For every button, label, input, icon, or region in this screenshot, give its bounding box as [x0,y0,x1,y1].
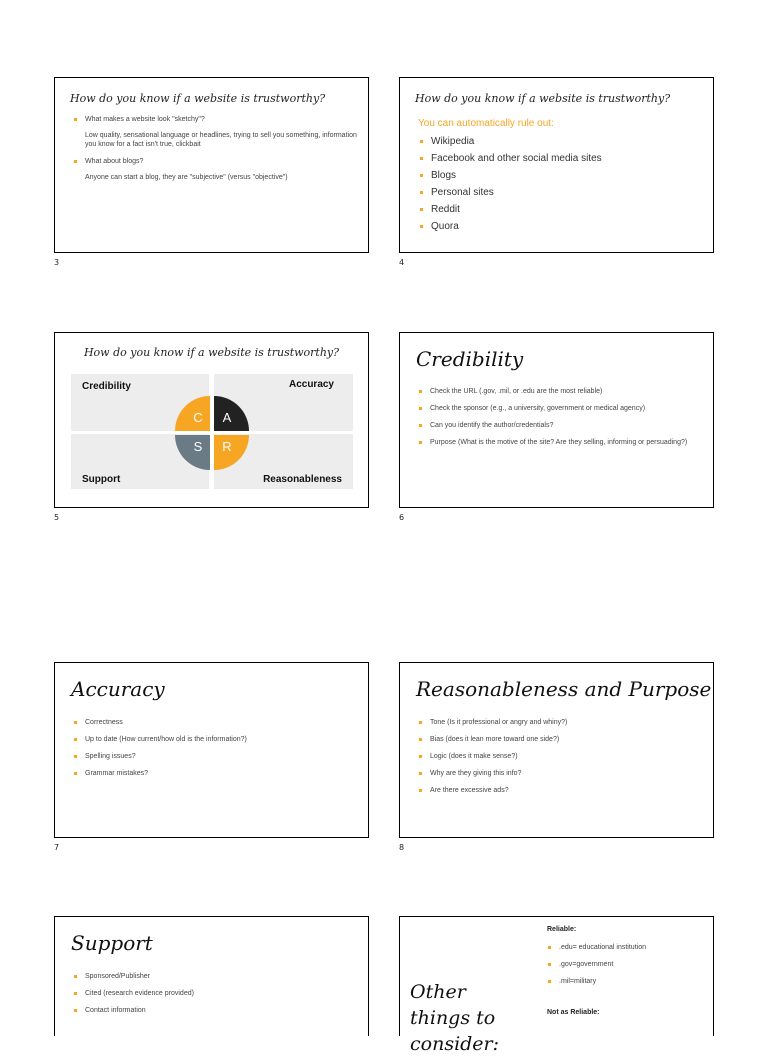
slide-9-list [71,968,361,1019]
list-item: Check the sponsor (e.g., a university, government or medical agency) [416,400,691,417]
slide-number: 5 [54,513,60,522]
list-item: Cited (research evidence provided) [71,985,361,1002]
a-letter: A [222,410,232,425]
list-item: Can you identify the author/credentials? [416,417,691,434]
slide-3-list-2 [71,153,361,170]
s-letter: S [193,439,203,454]
list-item: Blogs [417,167,707,184]
reliable-label: Reliable: [547,926,577,933]
slide-title: Accuracy [71,677,165,701]
slide-8 [399,662,714,838]
list-item: What about blogs? [71,153,361,170]
slide-number: 7 [54,843,60,852]
list-item: Reddit [417,201,707,218]
list-item: Check the URL (.gov, .mil, or .edu are the most reliable) [416,383,691,400]
list-item: .edu= educational institution [545,939,710,956]
r-letter: R [222,439,232,454]
reliable-list [545,939,710,990]
reasonableness-label: Reasonableness [263,474,342,485]
list-item: Logic (does it make sense?) [416,748,706,765]
slide-10 [399,916,714,1055]
list-item: .gov=government [545,956,710,973]
list-item: Personal sites [417,184,707,201]
list-item: Sponsored/Publisher [71,968,361,985]
list-item: Are there excessive ads? [416,782,706,799]
slide-title: Support [71,931,153,955]
slide-6 [399,332,714,508]
support-label: Support [82,474,121,485]
slide-3 [54,77,369,253]
slide-number: 8 [399,843,405,852]
slide-number: 4 [399,258,405,267]
slide-3-list [71,111,361,128]
slide-title: How do you know if a website is trustworthy? [415,92,671,105]
list-item: Bias (does it lean more toward one side?) [416,731,706,748]
list-item: Why are they giving this info? [416,765,706,782]
slide-number: 3 [54,258,60,267]
list-item: What makes a website look "sketchy"? [71,111,361,128]
slide-number: 6 [399,513,405,522]
slide-3-answer-1: Low quality, sensational language or headlines, trying to sell you something, information you know for a fact isn't true, clickbait [85,132,357,148]
list-item: Facebook and other social media sites [417,150,707,167]
list-item: Grammar mistakes? [71,765,361,782]
list-item: Purpose (What is the motive of the site? Are they selling, informing or persuading?) [416,434,691,451]
slide-4-intro: You can automatically rule out: [418,118,554,129]
list-item: Tone (Is it professional or angry and whiny?) [416,714,706,731]
slide-title: Reasonableness and Purpose [416,677,712,701]
list-item: Spelling issues? [71,748,361,765]
slide-title: How do you know if a website is trustworthy? [83,346,340,359]
list-item: Quora [417,218,707,235]
list-item: Wikipedia [417,133,707,150]
credibility-label: Credibility [82,381,131,392]
slide-3-answer-2: Anyone can start a blog, they are "subjective" (versus "objective") [85,174,288,181]
accuracy-label: Accuracy [288,379,334,390]
slide-6-list [416,383,691,451]
slide-4 [399,77,714,253]
slide-5 [54,332,369,508]
not-reliable-label: Not as Reliable: [547,1009,600,1016]
c-letter: C [193,410,203,425]
slide-8-list [416,714,706,799]
slide-title: How do you know if a website is trustworthy? [70,92,326,105]
slide-7 [54,662,369,838]
slide-4-list [417,133,707,235]
list-item: Correctness [71,714,361,731]
list-item: Up to date (How current/how old is the information?) [71,731,361,748]
slide-7-list [71,714,361,782]
list-item: Contact information [71,1002,361,1019]
slide-title: Other things to consider: [410,981,500,1055]
slide-9 [54,916,369,1036]
list-item: .mil=military [545,973,710,990]
slide-title: Credibility [416,347,524,371]
